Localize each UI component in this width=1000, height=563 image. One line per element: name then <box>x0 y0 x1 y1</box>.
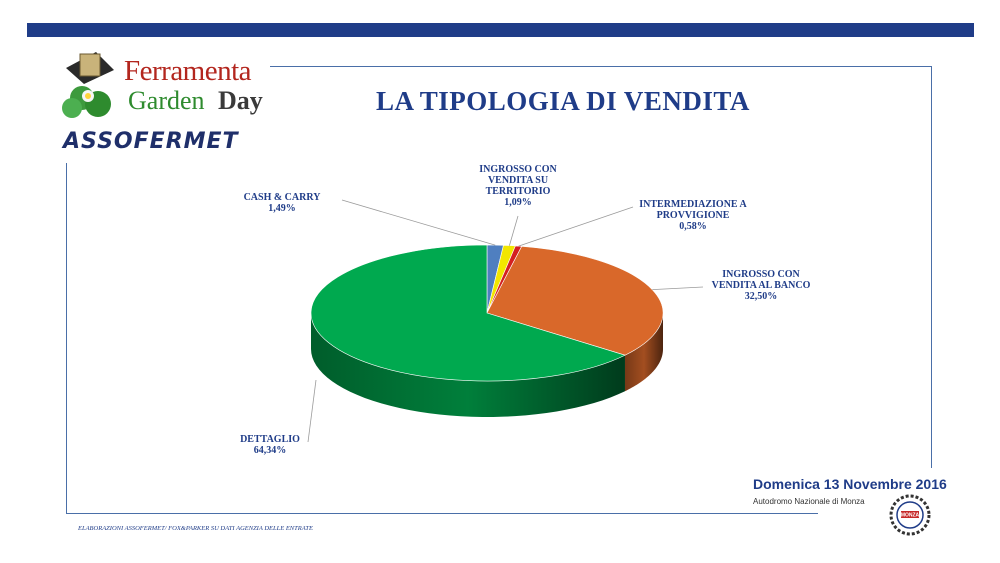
slice-name-label-4: DETTAGLIO <box>240 434 300 445</box>
slice-value-label-0: 1,49% <box>268 203 296 214</box>
leader-line-3 <box>652 287 703 290</box>
slice-name-label-1: VENDITA SU <box>487 175 549 186</box>
logo-ferramenta-text: Ferramenta <box>124 55 252 87</box>
assofermet-logo: ASSOFERMET <box>63 129 239 154</box>
slice-value-label-1: 1,09% <box>504 197 532 208</box>
monza-badge-text: MONZA <box>900 512 920 519</box>
slice-value-label-4: 64,34% <box>253 445 287 456</box>
leader-line-4 <box>308 380 316 442</box>
leader-line-2 <box>519 207 633 246</box>
slice-name-label-2: INTERMEDIAZIONE A <box>639 199 747 210</box>
slice-name-label-0: CASH & CARRY <box>243 192 321 203</box>
event-date: Domenica 13 Novembre 2016 <box>753 476 947 492</box>
leader-line-1 <box>509 216 518 246</box>
page-title: LA TIPOLOGIA DI VENDITA <box>376 86 750 116</box>
slice-value-label-3: 32,50% <box>744 291 778 302</box>
event-venue: Autodromo Nazionale di Monza <box>753 497 865 506</box>
monza-badge-icon <box>889 494 931 536</box>
source-note: ELABORAZIONI ASSOFERMET/ FOX&PARKER SU DATI AGENZIA DELLE ENTRATE <box>78 525 314 532</box>
logo-day-text: Day <box>218 86 263 115</box>
slice-name-label-2: PROVVIGIONE <box>656 210 730 221</box>
slice-name-label-1: TERRITORIO <box>485 186 551 197</box>
leader-line-0 <box>342 200 495 245</box>
slice-name-label-1: INGROSSO CON <box>479 164 557 175</box>
slice-value-label-2: 0,58% <box>679 221 707 232</box>
logo-garden-text: Garden <box>128 86 205 115</box>
slice-name-label-3: INGROSSO CON <box>722 269 800 280</box>
slice-name-label-3: VENDITA AL BANCO <box>711 280 811 291</box>
